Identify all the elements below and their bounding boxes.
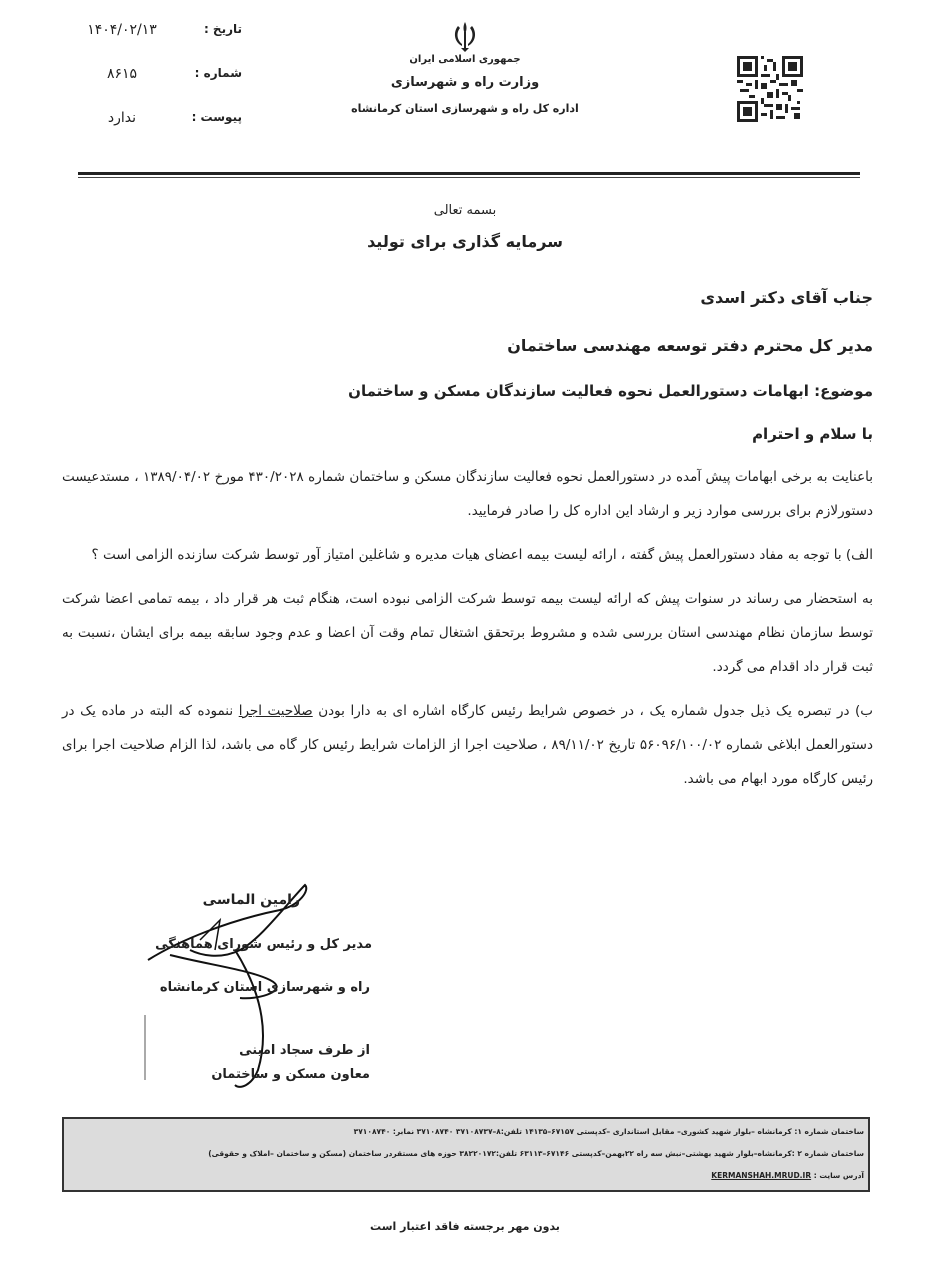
website-label: آدرس سایت : [813, 1171, 864, 1180]
paragraph-2: الف) با توجه به مفاد دستورالعمل پیش گفته ، ارائه لیست بیمه اعضای هیات مدیره و شاغلین امتیاز آور توسط شرکت سازنده الزامی است ؟ [91, 547, 873, 563]
number-row [72, 66, 272, 110]
greeting: با سلام و احترام [752, 425, 873, 443]
letter-subject: موضوع: ابهامات دستورالعمل نحوه فعالیت سازندگان مسکن و ساختمان [348, 382, 873, 400]
ministry-name: وزارت راه و شهرسازی [390, 75, 540, 90]
letter-body [62, 280, 873, 806]
header-divider-thick [78, 172, 860, 175]
paragraph-4-underlined: صلاحیت اجرا [238, 703, 313, 719]
date-value: ۱۴۰۴/۰۲/۱۳ [87, 22, 157, 38]
attachment-row [72, 110, 272, 154]
number-label: شماره : [194, 66, 242, 80]
department-name: اداره کل راه و شهرسازی استان کرمانشاه [351, 102, 579, 115]
bismillah: بسمه تعالی [433, 203, 497, 218]
letter-meta [72, 22, 272, 154]
signatory-name: رامین الماسی [202, 892, 300, 908]
recipient-name: جناب آقای دکتر اسدی [700, 288, 873, 307]
ministry-header [330, 54, 600, 115]
attachment-value: ندارد [107, 110, 137, 126]
signature-block [140, 880, 440, 1100]
on-behalf: از طرف سجاد امینی [239, 1043, 370, 1058]
attachment-label: پیوست : [191, 110, 242, 124]
website-link[interactable]: KERMANSHAH.MRUD.IR [711, 1171, 812, 1180]
slogan: سرمایه گذاری برای تولید [367, 232, 563, 251]
paragraph-4 [62, 694, 873, 796]
signatory-title-2: راه و شهرسازی استان کرمانشاه [159, 980, 370, 995]
date-label: تاریخ : [203, 22, 242, 36]
footer-address-2: ساختمان شماره ۲ :کرمانشاه–بلوار شهید بهشتی–نبش سه راه ۲۲بهمن–کدپستی ۶۷۱۴۶–۶۳۱۱۳ تلفن:۳۸۲۲۰۱۷۲ حوزه های مستقردر ساختمان (مسکن و ساختمان –املاک و حقوقی) [208, 1149, 864, 1158]
recipient-title: مدیر کل محترم دفتر توسعه مهندسی ساختمان [507, 336, 873, 355]
footer-website-row [711, 1171, 864, 1180]
number-value: ۸۶۱۵ [106, 66, 138, 82]
country-name: جمهوری اسلامی ایران [409, 54, 521, 65]
deputy-title: معاون مسکن و ساختمان [211, 1067, 370, 1082]
header-divider-thin [78, 177, 860, 178]
stamp-note: بدون مهر برجسته فاقد اعتبار است [370, 1220, 560, 1233]
paragraph-1: باعنایت به برخی ابهامات پیش آمده در دستورالعمل نحوه فعالیت سازندگان مسکن و ساختمان شماره ۴۳۰/۲۰۲۸ مورخ ۱۳۸۹/۰۴/۰۲ ، مستدعیست دستورلازم برای بررسی موارد زیر و ارشاد این اداره کل را صادر فرمایید. [62, 469, 873, 519]
footer-address-1: ساختمان شماره ۱: کرمانشاه –بلوار شهید کشوری– مقابل استانداری –کدپستی ۶۷۱۵۷–۱۴۱۳۵ تلفن:۸–۳۷۱۰۸۷۳۷ ۳۷۱۰۸۷۴۰ نمابر: ۳۷۱۰۸۷۴۰ [353, 1127, 864, 1136]
qr-code-icon [737, 55, 803, 123]
paragraph-3: به استحضار می رساند در سنوات پیش که ارائه لیست بیمه توسط شرکت الزامی نبوده است، هنگام ثبت هر قرار داد ، بیمه تمامی اعضا شرکت توسط سازمان نظام مهندسی استان بررسی شده و مشروط برتحقق اشتغال تمام وقت آن اعضا و عدم وجود سابقه بیمه برای ایشان ،نسبت به ثبت قرار داد اقدام می گردد. [62, 591, 873, 675]
paragraph-4-start: ب) در تبصره یک ذیل جدول شماره یک ، در خصوص شرایط رئیس کارگاه اشاره ای به دارا بودن [312, 703, 874, 719]
paragraph-4-end: ننموده که البته در ماده یک در دستورالعمل ابلاغی شماره ۵۶۰۹۶/۱۰۰/۰۲ تاریخ ۸۹/۱۱/۰۲ ، صلاحیت اجرا از الزامات شرایط رئیس کار گاه می باشد، لذا الزام صلاحیت اجرا برای رئیس کارگاه مورد ابهام می باشد. [62, 703, 873, 787]
date-row [72, 22, 272, 66]
signatory-title-1: مدیر کل و رئیس شورای هماهنگی [155, 937, 372, 952]
letter-footer [62, 1117, 870, 1192]
iran-emblem-icon [447, 18, 483, 54]
